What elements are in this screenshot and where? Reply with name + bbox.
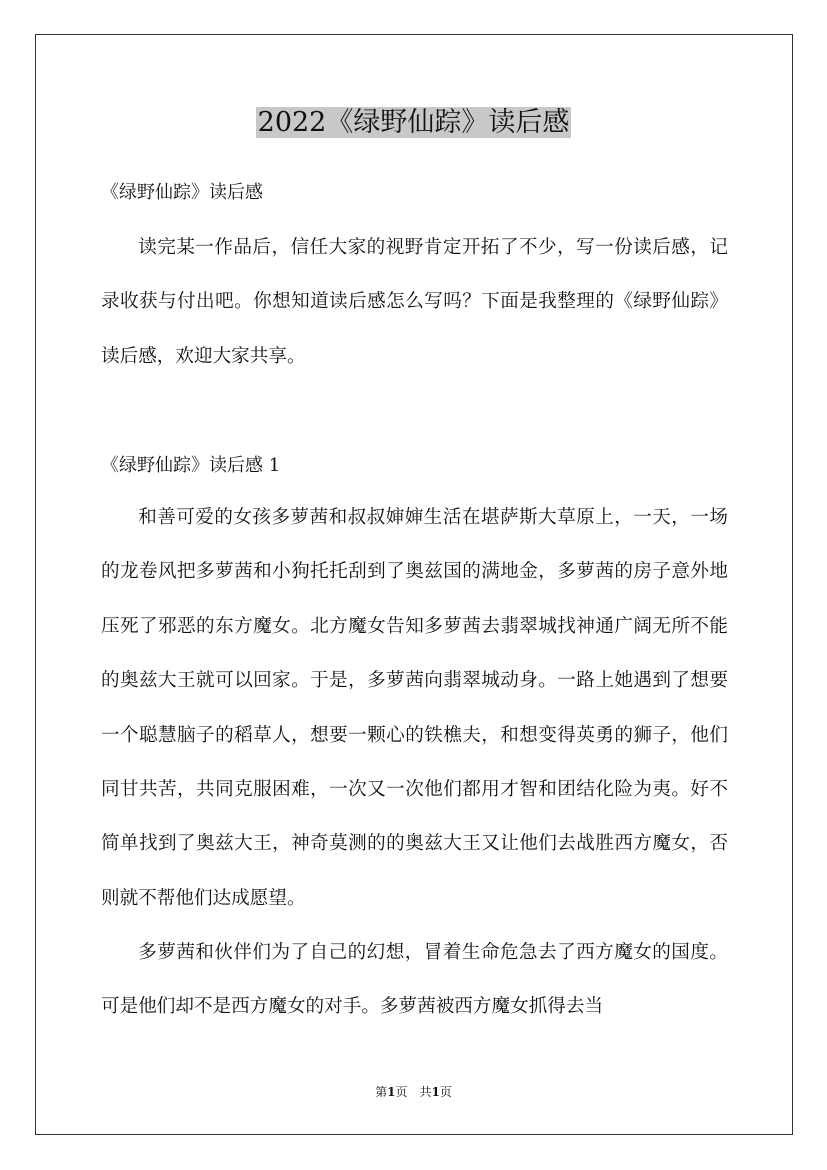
footer-middle: 页 共 [395,1085,432,1099]
section-1-heading: 《绿野仙踪》读后感 1 [101,455,281,476]
page-footer [0,1084,827,1100]
footer-page-number: 1 [387,1085,396,1099]
document-subtitle: 《绿野仙踪》读后感 [101,182,263,203]
intro-paragraph: 读完某一作品后，信任大家的视野肯定开拓了不少，写一份读后感，记录收获与付出吧。你想知道读后感怎么写吗？下面是我整理的《绿野仙踪》读后感，欢迎大家共享。 [101,237,728,367]
document-title-text: 2022《绿野仙踪》读后感 [257,107,570,138]
footer-total-pages: 1 [431,1085,440,1099]
section-1-paragraph-2: 多萝茜和伙伴们为了自己的幻想，冒着生命危急去了西方魔女的国度。可是他们却不是西方魔女的对手。多萝茜被西方魔女抓得去当 [101,942,728,1018]
section-1-paragraph-1: 和善可爱的女孩多萝茜和叔叔婶婶生活在堪萨斯大草原上，一天，一场的龙卷风把多萝茜和小狗托托刮到了奥兹国的满地金，多萝茜的房子意外地压死了邪恶的东方魔女。北方魔女告知多萝茜去翡翠城找神通广阔无所不能的奥兹大王就可以回家。于是，多萝茜向翡翠城动身。一路上她遇到了想要一个聪慧脑子的稻草人，想要一颗心的铁樵夫，和想变得英勇的狮子，他们同甘共苦，共同克服困难，一次又一次他们都用才智和团结化险为夷。好不简单找到了奥兹大王，神奇莫测的的奥兹大王又让他们去战胜西方魔女，否则就不帮他们达成愿望。 [101,507,728,909]
footer-prefix: 第 [375,1085,388,1099]
document-title [0,103,827,143]
footer-suffix: 页 [439,1085,452,1099]
